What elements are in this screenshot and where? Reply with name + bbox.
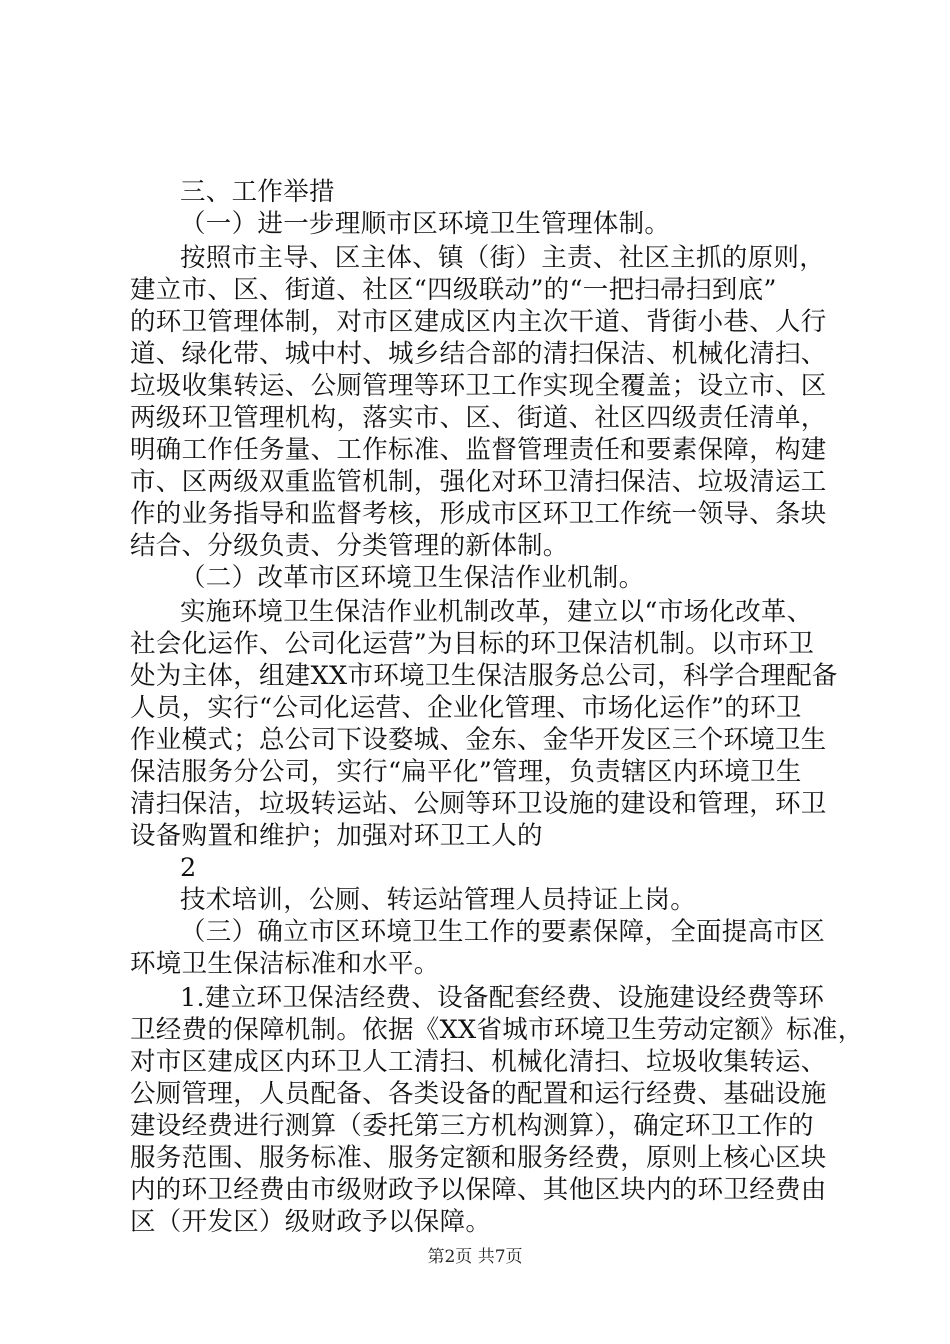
body-line: 明确工作任务量、工作标准、监督管理责任和要素保障，构建 xyxy=(130,435,827,465)
body-line: 处为主体，组建XX市环境卫生保洁服务总公司，科学合理配备 xyxy=(130,661,838,691)
body-line: 建设经费进行测算（委托第三方机构测算），确定环卫工作的 xyxy=(130,1111,814,1141)
subsection-heading: 环境卫生保洁标准和水平。 xyxy=(130,949,440,979)
body-line: 两级环卫管理机构，落实市、区、街道、社区四级责任清单， xyxy=(130,403,827,433)
body-line: 作业模式；总公司下设婺城、金东、金华开发区三个环境卫生 xyxy=(130,725,827,755)
body-line: 设备购置和维护；加强对环卫工人的 xyxy=(130,821,543,851)
body-line: 卫经费的保障机制。依据《XX省城市环境卫生劳动定额》标准， xyxy=(130,1015,864,1045)
body-line: 公厕管理，人员配备、各类设备的配置和运行经费、基础设施 xyxy=(130,1079,827,1109)
body-line: 人员，实行“公司化运营、企业化管理、市场化运作”的环卫 xyxy=(130,693,802,723)
body-line: 清扫保洁，垃圾转运站、公厕等环卫设施的建设和管理，环卫 xyxy=(130,789,827,819)
subsection-heading: （一）进一步理顺市区环境卫生管理体制。 xyxy=(180,209,671,239)
inline-page-number: 2 xyxy=(180,853,197,883)
section-heading: 三、工作举措 xyxy=(180,177,335,207)
body-line: 结合、分级负责、分类管理的新体制。 xyxy=(130,531,569,561)
body-line: 1.建立环卫保洁经费、设备配套经费、设施建设经费等环 xyxy=(180,983,825,1013)
body-line: 建立市、区、街道、社区“四级联动”的“一把扫帚扫到底” xyxy=(130,275,777,305)
body-line: 技术培训，公厕、转运站管理人员持证上岗。 xyxy=(180,885,697,915)
body-line: 作的业务指导和监督考核，形成市区环卫工作统一领导、条块 xyxy=(130,499,827,529)
body-line: 按照市主导、区主体、镇（街）主责、社区主抓的原则， xyxy=(180,243,826,273)
body-line: 区（开发区）级财政予以保障。 xyxy=(130,1207,492,1237)
body-line: 实施环境卫生保洁作业机制改革，建立以“市场化改革、 xyxy=(180,597,813,627)
body-line: 保洁服务分公司，实行“扁平化”管理，负责辖区内环境卫生 xyxy=(130,757,802,787)
body-line: 服务范围、服务标准、服务定额和服务经费，原则上核心区块 xyxy=(130,1143,827,1173)
body-line: 道、绿化带、城中村、城乡结合部的清扫保洁、机械化清扫、 xyxy=(130,339,827,369)
body-line: 对市区建成区内环卫人工清扫、机械化清扫、垃圾收集转运、 xyxy=(130,1047,827,1077)
body-line: 垃圾收集转运、公厕管理等环卫工作实现全覆盖；设立市、区 xyxy=(130,371,827,401)
body-line: 市、区两级双重监管机制，强化对环卫清扫保洁、垃圾清运工 xyxy=(130,467,827,497)
page-footer: 第2页 共7页 xyxy=(427,1247,523,1267)
body-line: 社会化运作、公司化运营”为目标的环卫保洁机制。以市环卫 xyxy=(130,629,815,659)
body-line: 内的环卫经费由市级财政予以保障、其他区块内的环卫经费由 xyxy=(130,1175,827,1205)
subsection-heading: （二）改革市区环境卫生保洁作业机制。 xyxy=(180,563,645,593)
subsection-heading: （三）确立市区环境卫生工作的要素保障，全面提高市区 xyxy=(180,917,826,947)
body-line: 的环卫管理体制，对市区建成区内主次干道、背街小巷、人行 xyxy=(130,307,827,337)
